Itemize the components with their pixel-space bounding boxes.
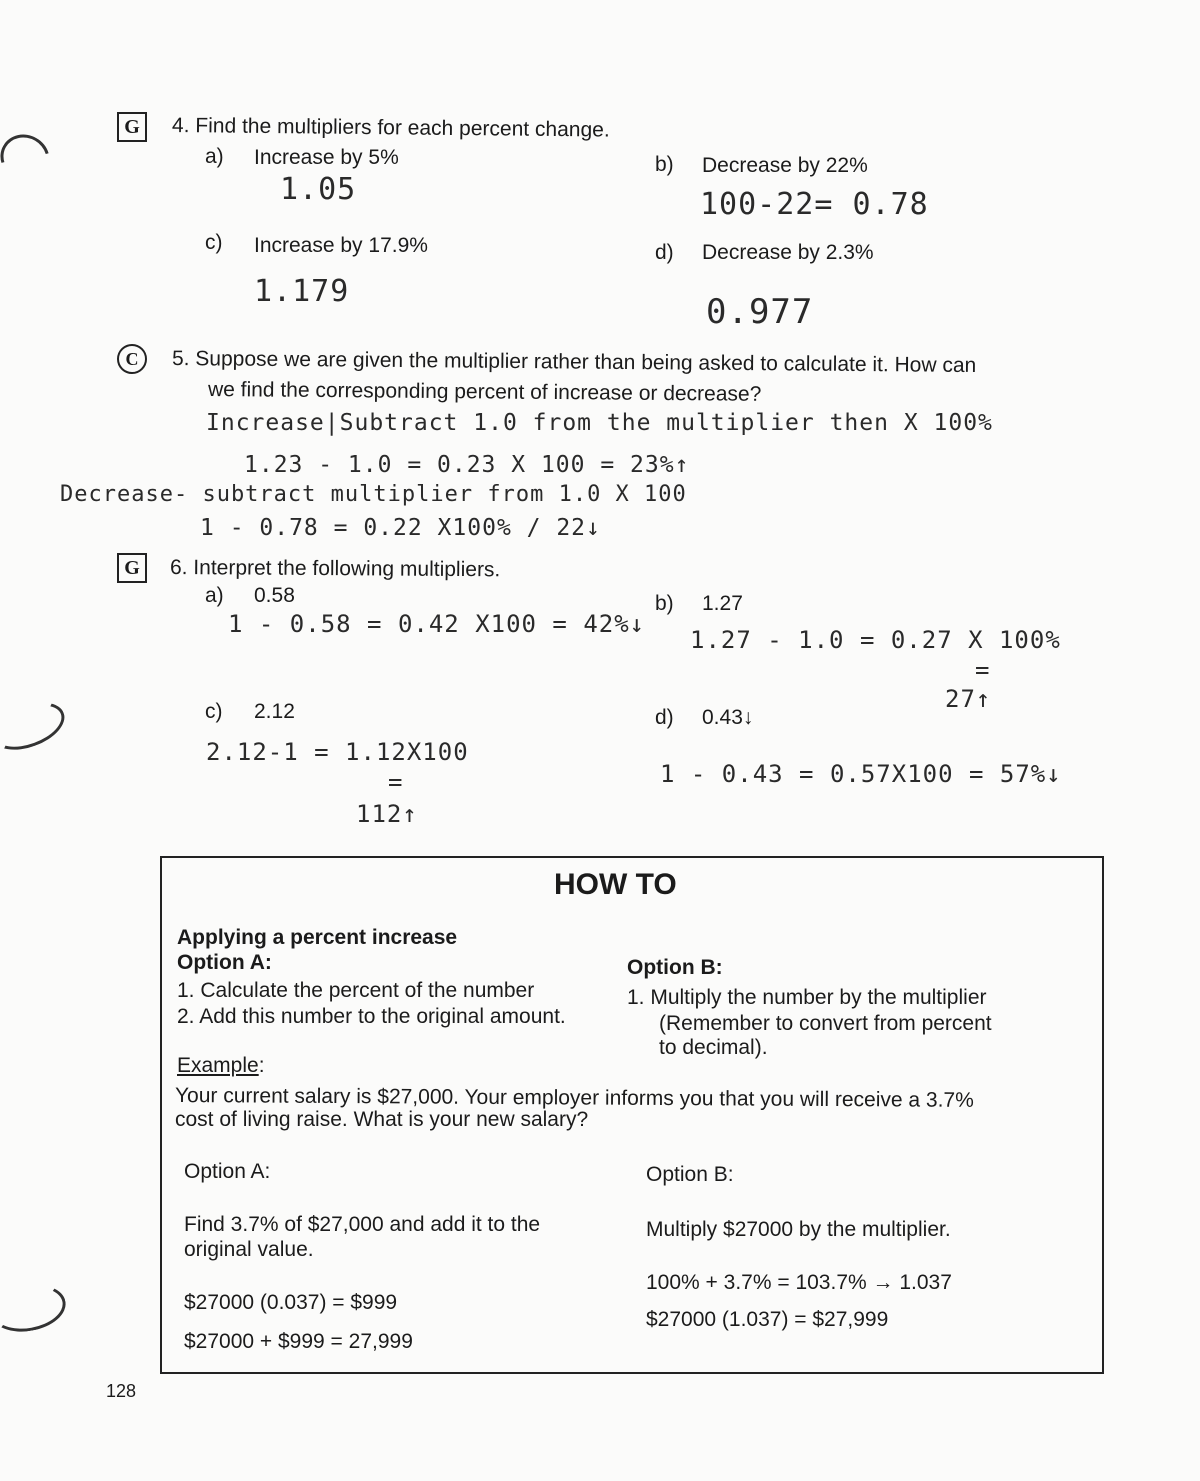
q5-handwritten-line4: 1 - 0.78 = 0.22 X100% / 22↓ bbox=[200, 515, 601, 541]
q4c-answer: 1.179 bbox=[254, 274, 350, 309]
q6c-result: 112↑ bbox=[356, 800, 418, 828]
q6b-text: 1.27 bbox=[702, 592, 743, 615]
q6a-letter: a) bbox=[205, 584, 224, 607]
example-option-a-calc1: $27000 (0.037) = $999 bbox=[184, 1291, 398, 1314]
q6a-answer: 1 - 0.58 = 0.42 X100 = 42%↓ bbox=[228, 610, 646, 638]
difficulty-label: G bbox=[117, 553, 147, 583]
example-option-b-calc2: $27000 (1.037) = $27,999 bbox=[646, 1308, 889, 1331]
question-6-prompt: 6. Interpret the following multipliers. bbox=[169, 556, 501, 582]
example-option-a-label: Option A: bbox=[184, 1160, 271, 1183]
q6d-letter: d) bbox=[655, 706, 674, 729]
q4b-text: Decrease by 22% bbox=[702, 154, 868, 177]
example-option-b-calc1: 100% + 3.7% = 103.7% → 1.037 bbox=[646, 1271, 952, 1294]
q4c-text: Increase by 17.9% bbox=[254, 234, 428, 257]
example-option-a-calc2: $27000 + $999 = 27,999 bbox=[184, 1330, 413, 1353]
example-option-b-label: Option B: bbox=[646, 1163, 734, 1186]
question-5-line2: we find the corresponding percent of increase or decrease? bbox=[207, 378, 762, 406]
q6b-equals: = bbox=[975, 656, 991, 684]
concept-label: C bbox=[117, 344, 147, 374]
q5-handwritten-line1: Increase|Subtract 1.0 from the multiplier then X 100% bbox=[206, 410, 993, 436]
q4a-text: Increase by 5% bbox=[254, 146, 399, 169]
example-label-text: Example bbox=[177, 1054, 259, 1077]
difficulty-label: G bbox=[117, 112, 147, 142]
option-b-step1c: to decimal). bbox=[659, 1036, 768, 1059]
q4a-letter: a) bbox=[205, 145, 224, 168]
q5-handwritten-line2: 1.23 - 1.0 = 0.23 X 100 = 23%↑ bbox=[244, 452, 690, 478]
question-4-prompt: 4. Find the multipliers for each percent change. bbox=[171, 114, 610, 142]
how-to-title: HOW TO bbox=[554, 868, 677, 901]
q6b-answer: 1.27 - 1.0 = 0.27 X 100% bbox=[690, 626, 1061, 654]
option-a-step2: 2. Add this number to the original amount. bbox=[177, 1005, 566, 1028]
q4d-text: Decrease by 2.3% bbox=[702, 241, 874, 264]
page-number: 128 bbox=[106, 1381, 137, 1401]
example-colon: : bbox=[258, 1054, 265, 1077]
q4b-letter: b) bbox=[655, 153, 674, 176]
example-option-a-line1: Find 3.7% of $27,000 and add it to the bbox=[184, 1213, 541, 1236]
option-a-label: Option A: bbox=[177, 951, 272, 974]
example-line2: cost of living raise. What is your new salary? bbox=[175, 1108, 589, 1131]
option-b-label: Option B: bbox=[627, 956, 723, 979]
example-option-b-line1: Multiply $27000 by the multiplier. bbox=[646, 1218, 951, 1241]
q6a-text: 0.58 bbox=[254, 584, 295, 607]
binder-ring-mark bbox=[0, 693, 71, 758]
q5-handwritten-line3: Decrease- subtract multiplier from 1.0 X 100 bbox=[60, 482, 687, 507]
example-label bbox=[177, 1054, 265, 1078]
q4c-letter: c) bbox=[205, 231, 223, 254]
q6b-letter: b) bbox=[655, 592, 674, 615]
q6b-result: 27↑ bbox=[945, 685, 992, 713]
option-b-step1: 1. Multiply the number by the multiplier bbox=[627, 986, 987, 1009]
how-to-box bbox=[160, 856, 1104, 1374]
q6d-answer: 1 - 0.43 = 0.57X100 = 57%↓ bbox=[660, 760, 1062, 788]
option-b-step1b: (Remember to convert from percent bbox=[659, 1012, 992, 1035]
q4b-answer: 100-22= 0.78 bbox=[700, 187, 929, 222]
q4d-answer: 0.977 bbox=[706, 292, 814, 332]
option-a-step1: 1. Calculate the percent of the number bbox=[177, 979, 535, 1002]
q4d-letter: d) bbox=[655, 241, 674, 264]
q4a-answer: 1.05 bbox=[280, 172, 357, 207]
q6c-equals: = bbox=[388, 768, 404, 796]
q6d-text: 0.43↓ bbox=[702, 706, 754, 729]
q6c-answer: 2.12-1 = 1.12X100 bbox=[206, 738, 469, 766]
question-5-line1: 5. Suppose we are given the multiplier rather than being asked to calculate it. How can bbox=[171, 347, 977, 378]
example-line1: Your current salary is $27,000. Your employer informs you that you will receive a 3.7% bbox=[174, 1084, 974, 1112]
how-to-heading: Applying a percent increase bbox=[177, 926, 458, 949]
binder-ring-mark bbox=[0, 1279, 69, 1337]
q6c-letter: c) bbox=[205, 700, 223, 723]
binder-ring-mark bbox=[0, 126, 58, 191]
example-option-a-line2: original value. bbox=[184, 1238, 314, 1261]
q6c-text: 2.12 bbox=[254, 700, 295, 723]
